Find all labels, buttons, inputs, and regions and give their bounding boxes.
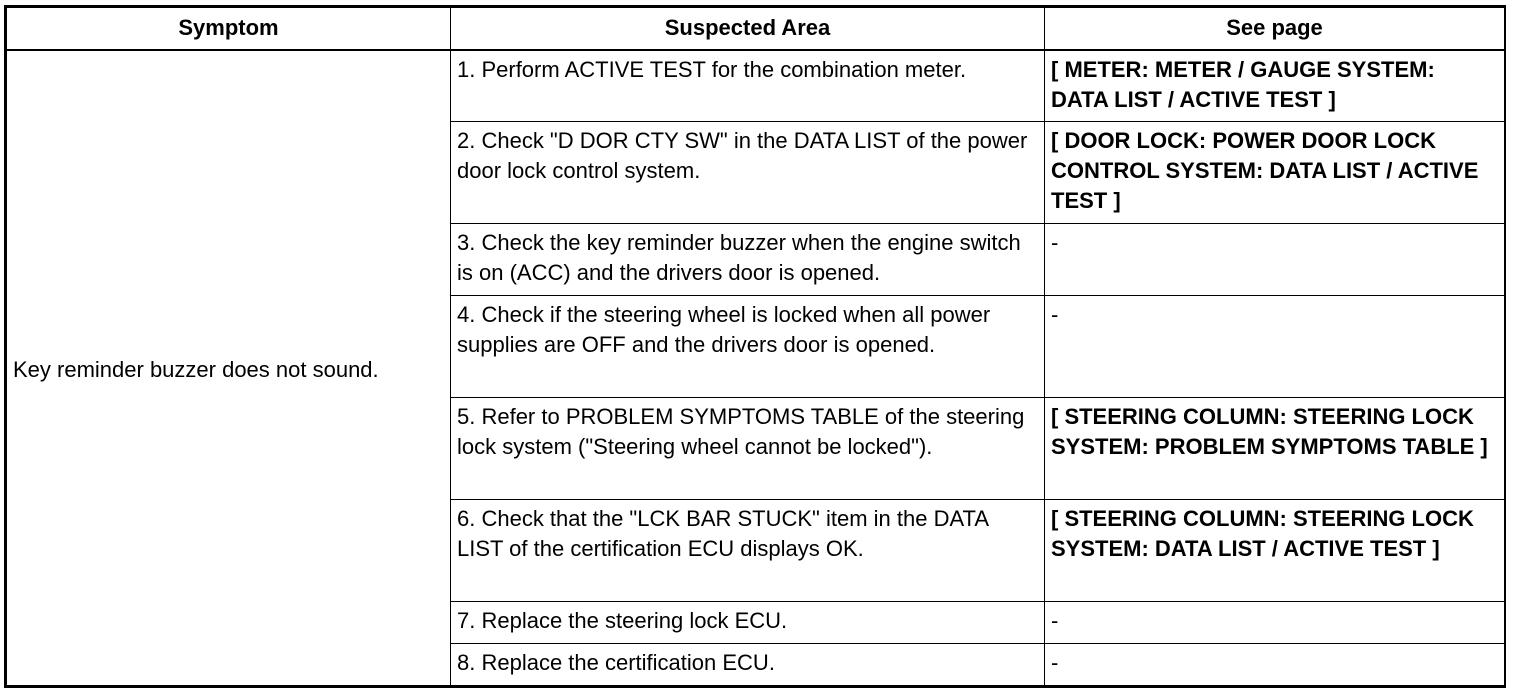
suspected-area-cell: 1. Perform ACTIVE TEST for the combination meter. bbox=[451, 50, 1045, 122]
suspected-area-cell: 4. Check if the steering wheel is locked when all power supplies are OFF and the drivers door is opened. bbox=[451, 296, 1045, 398]
table-header-row bbox=[7, 8, 1505, 50]
suspected-area-cell: 5. Refer to PROBLEM SYMPTOMS TABLE of the steering lock system ("Steering wheel cannot be locked"). bbox=[451, 398, 1045, 500]
header-symptom: Symptom bbox=[7, 8, 451, 50]
troubleshooting-table bbox=[6, 7, 1505, 686]
troubleshooting-table-container bbox=[4, 5, 1506, 688]
suspected-area-cell: 7. Replace the steering lock ECU. bbox=[451, 602, 1045, 644]
see-page-link[interactable]: [ METER: METER / GAUGE SYSTEM: DATA LIST / ACTIVE TEST ] bbox=[1045, 50, 1505, 122]
table-row bbox=[7, 50, 1505, 122]
see-page-link[interactable]: [ DOOR LOCK: POWER DOOR LOCK CONTROL SYSTEM: DATA LIST / ACTIVE TEST ] bbox=[1045, 122, 1505, 224]
see-page-link[interactable]: [ STEERING COLUMN: STEERING LOCK SYSTEM: PROBLEM SYMPTOMS TABLE ] bbox=[1045, 398, 1505, 500]
header-suspected-area: Suspected Area bbox=[451, 8, 1045, 50]
suspected-area-cell: 8. Replace the certification ECU. bbox=[451, 644, 1045, 686]
see-page-link[interactable]: [ STEERING COLUMN: STEERING LOCK SYSTEM: DATA LIST / ACTIVE TEST ] bbox=[1045, 500, 1505, 602]
see-page-cell: - bbox=[1045, 224, 1505, 296]
see-page-cell: - bbox=[1045, 644, 1505, 686]
suspected-area-cell: 6. Check that the "LCK BAR STUCK" item in the DATA LIST of the certification ECU displays OK. bbox=[451, 500, 1045, 602]
suspected-area-cell: 3. Check the key reminder buzzer when the engine switch is on (ACC) and the drivers door is opened. bbox=[451, 224, 1045, 296]
see-page-cell: - bbox=[1045, 296, 1505, 398]
symptom-cell: Key reminder buzzer does not sound. bbox=[7, 50, 451, 686]
suspected-area-cell: 2. Check "D DOR CTY SW" in the DATA LIST of the power door lock control system. bbox=[451, 122, 1045, 224]
see-page-cell: - bbox=[1045, 602, 1505, 644]
header-see-page: See page bbox=[1045, 8, 1505, 50]
